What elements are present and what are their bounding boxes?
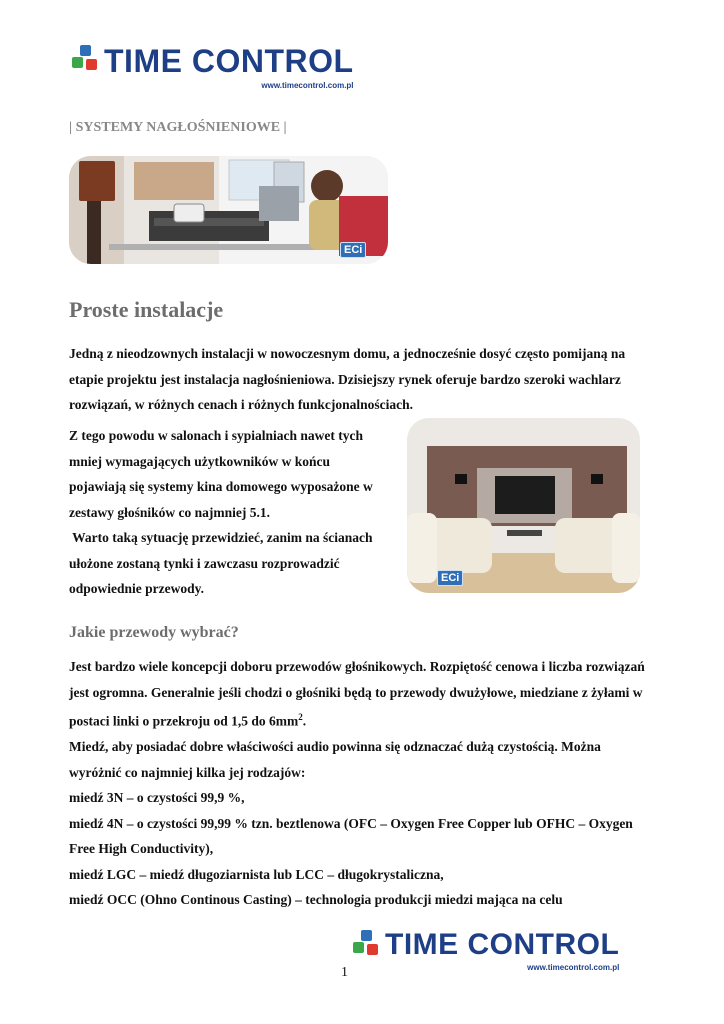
side-line: zestawy głośników co najmniej 5.1. <box>69 504 270 520</box>
eci-badge: ECi <box>340 242 366 258</box>
side-paragraph <box>69 423 404 602</box>
logo-brand: TIME CONTROL <box>104 43 354 79</box>
logo-brand: TIME CONTROL <box>385 928 620 961</box>
living-room-photo <box>407 418 640 593</box>
cables-text-end: . <box>302 713 307 729</box>
cables-section <box>69 654 654 913</box>
list-item: miedź OCC (Ohno Continous Casting) – technologia produkcji miedzi mająca na celu <box>69 892 563 907</box>
section-tag: | SYSTEMY NAGŁOŚNIENIOWE | <box>69 120 287 135</box>
room-photo <box>407 418 640 593</box>
logo-url: www.timecontrol.com.pl <box>261 81 354 90</box>
page-title: Proste instalacje <box>69 297 224 322</box>
page-number: 1 <box>341 965 348 980</box>
side-line: ułożone zostaną tynki i zawczasu rozprowadzić <box>69 555 340 571</box>
top-photo <box>69 156 388 264</box>
cables-paragraph-2: Miedź, aby posiadać dobre właściwości audio powinna się odznaczać dużą czystością. Można wyróżnić co najmniej kilka jej rodzajów: <box>69 739 601 780</box>
side-line: mniej wymagających użytkowników w końcu <box>69 453 331 469</box>
logo-dots-icon <box>353 930 381 958</box>
cables-text: Jest bardzo wiele koncepcji doboru przewodów głośnikowych. Rozpiętość cenowa i liczba rozwiązań jest ogromna. Generalnie jeśli chodzi o głośniki będą to przewody dwużyłowe, miedziane z żyłami w postaci linki o przekroju od 1,5 do 6mm <box>69 659 645 729</box>
side-line: Z tego powodu w salonach i sypialniach nawet tych <box>69 428 364 443</box>
logo-url: www.timecontrol.com.pl <box>527 963 620 972</box>
header-logo <box>72 45 354 90</box>
footer-logo <box>353 930 619 972</box>
side-line: Warto taką sytuację przewidzieć, zanim na ścianach <box>69 530 373 545</box>
cables-paragraph-1 <box>69 654 654 734</box>
eci-badge: ECi <box>437 570 463 586</box>
superscript: 2 <box>298 712 303 722</box>
list-item: miedź 4N – o czystości 99,99 % tzn. beztlenowa (OFC – Oxygen Free Copper lub OFHC – Oxygen Free High Conductivity), <box>69 815 633 856</box>
side-line: odpowiednie przewody. <box>69 581 205 596</box>
list-item: miedź LGC – miedź długoziarnista lub LCC – długokrystaliczna, <box>69 866 444 882</box>
side-line: pojawiają się systemy kina domowego wyposażone w <box>69 479 373 494</box>
intro-paragraph: Jedną z nieodzownych instalacji w nowoczesnym domu, a jednocześnie dosyć często pomijaną na etapie projektu jest instalacja nagłośnieniowa. Dzisiejszy rynek oferuje bardzo szeroki wachlarz rozwiązań, w różnych cenach i różnych funkcjonalnościach. <box>69 346 626 412</box>
logo-dots-icon <box>72 45 100 73</box>
list-item: miedź 3N – o czystości 99,9 %, <box>69 790 245 805</box>
section-subtitle: Jakie przewody wybrać? <box>69 624 239 641</box>
